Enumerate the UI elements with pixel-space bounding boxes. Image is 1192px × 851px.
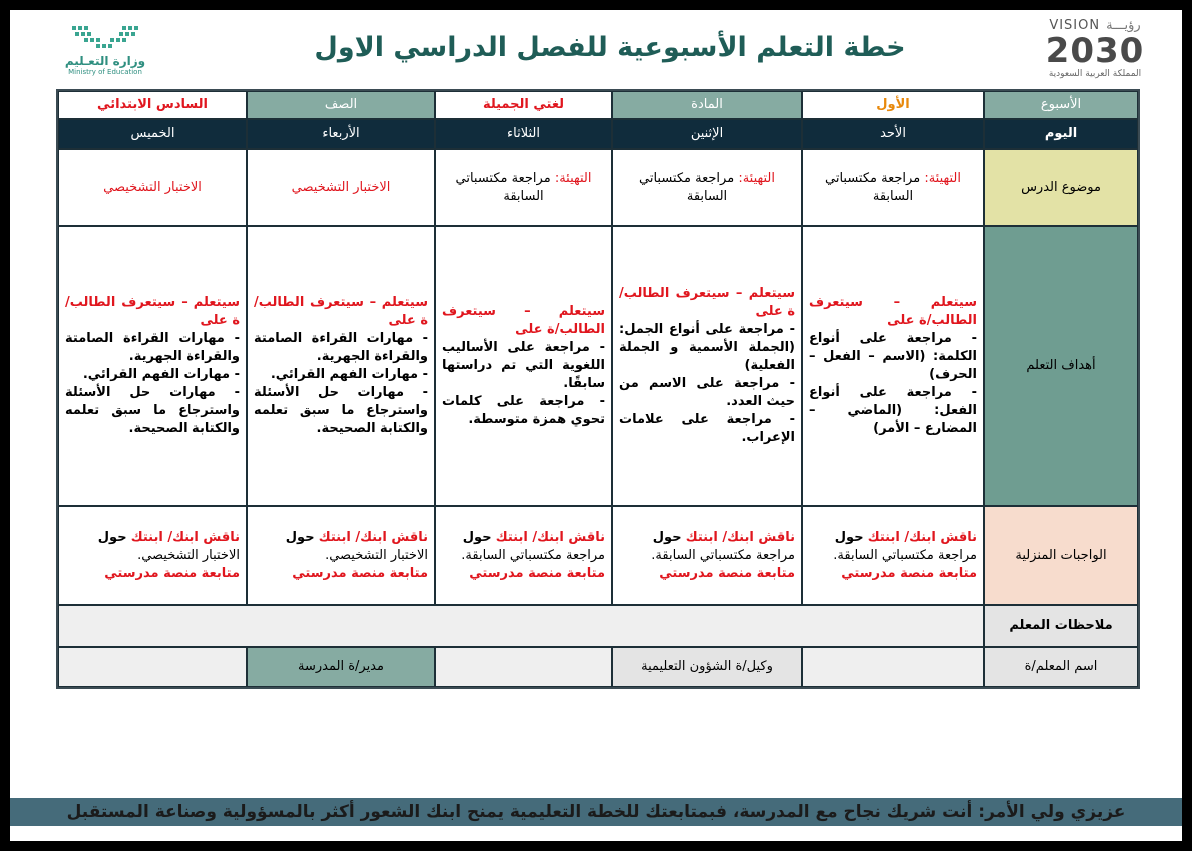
homework-body: الاختبار التشخيصي. [137,547,240,563]
day-wednesday: الأربعاء [247,119,435,149]
goals-heading: سيتعلم – سيتعرف الطالب/ة على [809,295,977,328]
topic-tuesday [435,149,612,226]
principal-label: مدير/ة المدرسة [247,647,435,687]
homework-sunday [802,506,984,605]
grade-value: السادس الابتدائي [58,91,247,119]
topic-sunday [802,149,984,226]
topic-text: مراجعة مكتسباتي السابقة [825,170,921,204]
principal-field[interactable] [58,647,247,687]
homework-tail: حول [285,529,315,545]
page-title: خطة التعلم الأسبوعية للفصل الدراسي الاول [314,32,906,63]
homework-follow: متابعة منصة مدرستي [841,565,977,581]
notes-label: ملاحظات المعلم [984,605,1138,647]
vice-principal-field[interactable] [435,647,612,687]
topic-wednesday: الاختبار التشخيصي [247,149,435,226]
homework-tail: حول [834,529,864,545]
homework-thursday [58,506,247,605]
goals-line: - مراجعة على الاسم من حيث العدد. [619,376,795,409]
goals-line: - مراجعة على كلمات تحوي همزة متوسطة. [442,394,605,427]
goals-line: - مهارات الفهم القرائي. [82,367,240,382]
homework-wednesday [247,506,435,605]
ministry-name-en: Ministry of Education [68,68,142,76]
homework-monday [612,506,802,605]
parent-message-footer: عزيزي ولي الأمر: أنت شريك نجاح مع المدرسة، فبمتابعتك للخطة التعليمية يمنح ابنك الشعور أكثر بالمسؤولية وصناعة المستقبل [10,798,1182,826]
goals-thursday [58,226,247,506]
grade-label: الصف [247,91,435,119]
goals-wednesday [247,226,435,506]
day-thursday: الخميس [58,119,247,149]
ministry-emblem-icon [70,24,140,50]
topic-text: مراجعة مكتسباتي السابقة [639,170,735,204]
homework-tuesday [435,506,612,605]
topic-monday [612,149,802,226]
goals-label: أهداف التعلم [984,226,1138,506]
goals-line: - مهارات القراءة الصامتة والقراءة الجهرية. [254,331,428,364]
homework-body: الاختبار التشخيصي. [325,547,428,563]
day-tuesday: الثلاثاء [435,119,612,149]
homework-lead: ناقش ابنك/ ابنتك [867,529,977,545]
goals-heading: سيتعلم – سيتعرف الطالب/ة على [619,286,795,319]
notes-field[interactable] [58,605,984,647]
topic-prefix: التهيئة: [738,170,775,186]
vision-2030-logo [1030,18,1160,90]
plan-page [10,10,1182,841]
goals-line: - مراجعة على أنواع الجمل: (الجملة الأسمية و الجملة الفعلية) [619,322,795,373]
topic-label: موضوع الدرس [984,149,1138,226]
vice-principal-label: وكيل/ة الشؤون التعليمية [612,647,802,687]
day-label: اليوم [984,119,1138,149]
day-sunday: الأحد [802,119,984,149]
vision-en: VISION [1049,18,1101,33]
homework-lead: ناقش ابنك/ ابنتك [685,529,795,545]
day-monday: الإثنين [612,119,802,149]
homework-lead: ناقش ابنك/ ابنتك [495,529,605,545]
homework-lead: ناقش ابنك/ ابنتك [130,529,240,545]
homework-label: الواجبات المنزلية [984,506,1138,605]
topic-prefix: التهيئة: [554,170,592,186]
goals-line: - مهارات القراءة الصامتة والقراءة الجهرية. [65,331,240,364]
goals-line: - مهارات حل الأسئلة واسترجاع ما سبق تعلمه والكتابة الصحيحة. [65,385,240,436]
goals-line: - مراجعة على أنواع الكلمة: (الاسم – الفعل – الحرف) [809,331,977,382]
goals-heading: سيتعلم – سيتعرف الطالب/ة على [65,295,240,328]
homework-follow: متابعة منصة مدرستي [659,565,795,581]
homework-body: مراجعة مكتسباتي السابقة. [651,547,795,563]
homework-tail: حول [462,529,492,545]
teacher-name-field[interactable] [802,647,984,687]
homework-tail: حول [652,529,682,545]
goals-line: - مهارات حل الأسئلة واسترجاع ما سبق تعلمه والكتابة الصحيحة. [254,385,428,436]
week-label: الأسبوع [984,91,1138,119]
vision-ar: رؤيـــة [1106,18,1141,33]
topic-text: مراجعة مكتسباتي السابقة [455,170,551,204]
homework-body: مراجعة مكتسباتي السابقة. [833,547,977,563]
topic-thursday: الاختبار التشخيصي [58,149,247,226]
subject-value: لغتي الجميلة [435,91,612,119]
homework-tail: حول [97,529,127,545]
vision-sub: المملكة العربية السعودية [1048,69,1142,79]
week-value: الأول [802,91,984,119]
topic-prefix: التهيئة: [924,170,961,186]
goals-line: - مراجعة على أنواع الفعل: (الماضي – المضارع – الأمر) [809,385,977,436]
ministry-logo [50,24,160,84]
goals-tuesday [435,226,612,506]
goals-heading: سيتعلم – سيتعرف الطالب/ة على [254,295,428,328]
goals-sunday [802,226,984,506]
teacher-label: اسم المعلم/ة [984,647,1138,687]
goals-line: - مراجعة على الأساليب اللغوية التي تم دراستها سابقًا. [442,340,605,391]
homework-follow: متابعة منصة مدرستي [469,565,605,581]
homework-follow: متابعة منصة مدرستي [104,565,240,581]
goals-line: - مهارات الفهم القرائي. [270,367,428,382]
homework-follow: متابعة منصة مدرستي [292,565,428,581]
homework-body: مراجعة مكتسباتي السابقة. [461,547,605,563]
goals-heading: سيتعلم – سيتعرف الطالب/ة على [442,304,605,337]
goals-line: - مراجعة على علامات الإعراب. [619,412,795,445]
goals-monday [612,226,802,506]
subject-label: المادة [612,91,802,119]
weekly-plan-table [56,89,1140,689]
homework-lead: ناقش ابنك/ ابنتك [318,529,428,545]
vision-year: 2030 [1045,31,1145,71]
ministry-name-ar: وزارة التعـليم [64,54,146,68]
